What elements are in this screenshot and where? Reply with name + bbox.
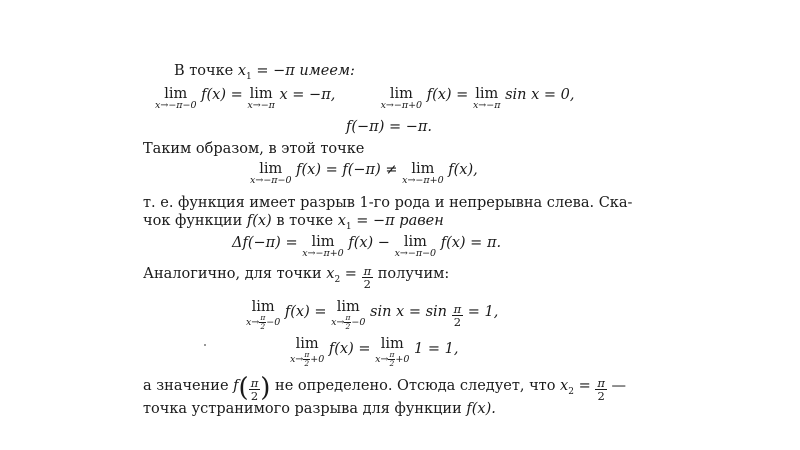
equation-fragment: = xyxy=(578,378,591,394)
text-thus-at-this-point xyxy=(143,140,364,158)
equation-fragment: f(−π) = −π. xyxy=(346,119,433,135)
equation-fragment: = −π имеем: xyxy=(251,63,355,79)
equation-fragment: x = −π, xyxy=(279,87,336,103)
text-removable-discontinuity xyxy=(143,400,496,418)
equation-limit-left-pi-half xyxy=(246,300,498,331)
equation-fragment: Δf(−π) = xyxy=(232,235,298,251)
text-fragment: чок функции xyxy=(143,213,243,229)
text-fragment: в точке xyxy=(276,213,334,229)
right-paren: ) xyxy=(260,373,271,403)
equation-fragment: f(x) xyxy=(246,213,272,229)
limit-operator: lim x→−π−0 xyxy=(155,86,197,111)
equation-fragment: f xyxy=(233,378,239,394)
equation-fragment: f(x), xyxy=(448,162,478,178)
limit-operator: lim x→ $\frac{\pi}{2}+0$ xyxy=(375,336,410,368)
var-x: $x_2$ xyxy=(560,378,574,397)
equation-fragment: f(x) = π. xyxy=(440,235,502,251)
equation-fragment: sin x = sin xyxy=(370,304,448,320)
fraction-pi-over-2: $\frac{\pi}{2}$ xyxy=(597,376,605,403)
text-fragment: а значение xyxy=(143,378,229,394)
limit-operator: lim x→−π+0 xyxy=(380,86,423,111)
fraction-pi-over-2: $\frac{\pi}{2}$ xyxy=(250,376,259,403)
equation-fragment: sin x = 0, xyxy=(505,87,575,103)
equation-fragment: = −π равен xyxy=(356,213,444,229)
text-fragment: Таким образом, в этой точке xyxy=(143,141,365,157)
limit-operator: lim x→−π+0 xyxy=(402,161,444,186)
equation-fragment: f(x) = xyxy=(328,341,371,357)
equation-fragment: f(x) = f(−π) ≠ xyxy=(296,162,398,178)
equation-fragment: f(x) = xyxy=(284,304,327,320)
equation-discontinuity xyxy=(250,161,478,186)
equation-jump-value xyxy=(232,234,501,259)
equation-fragment: = 1, xyxy=(467,304,499,320)
limit-operator: lim x→ $\frac{\pi}{2}-0$ xyxy=(331,299,366,331)
text-fragment: Аналогично, для точки xyxy=(143,266,322,282)
text-fragment: т. е. функция имеет разрыв 1-го рода и непрерывна слева. Ска- xyxy=(143,195,633,211)
equation-fragment: f(x) − xyxy=(348,235,390,251)
var-x: $x_2$ xyxy=(326,266,341,285)
speck xyxy=(204,344,206,346)
equation-fragment: 1 = 1, xyxy=(414,341,459,357)
limit-operator: lim x→−π−0 xyxy=(394,234,437,259)
text-similarly-for-x2 xyxy=(143,265,449,290)
limit-operator: lim x→ $\frac{\pi}{2}-0$ xyxy=(246,299,281,331)
var-x: $x_1$ xyxy=(237,63,252,82)
equation-fragment: = xyxy=(344,266,357,282)
equation-fragment: f(x). xyxy=(466,401,496,417)
equation-limit-right-pi-half xyxy=(290,337,458,368)
equation-fragment: f(x) = xyxy=(426,87,469,103)
fraction-pi-over-2: $\frac{\pi}{2}$ xyxy=(363,264,372,291)
text-fragment: не определено. Отсюда следует, что xyxy=(275,378,556,394)
limit-operator: lim x→−π−0 xyxy=(250,161,292,186)
text-first-kind-discontinuity xyxy=(143,194,632,212)
left-paren: ( xyxy=(238,373,249,403)
equation-f-minus-pi xyxy=(346,118,432,136)
equation-fragment: f(x) = xyxy=(201,87,243,103)
limit-operator: lim x→−π+0 xyxy=(302,234,344,259)
text-fragment: В точке xyxy=(174,63,234,79)
text-jump-of-function xyxy=(143,212,444,236)
var-x: $x_1$ xyxy=(337,213,352,232)
text-fragment: получим: xyxy=(377,266,450,282)
limit-operator: lim x→−π xyxy=(247,86,275,111)
equation-limits-at-minus-pi xyxy=(155,86,575,111)
line-intro-point-x1 xyxy=(174,62,355,86)
limit-operator: lim x→ $\frac{\pi}{2}+0$ xyxy=(290,336,325,368)
fraction-pi-over-2: $\frac{\pi}{2}$ xyxy=(453,302,462,329)
text-fragment: точка устранимого разрыва для функции xyxy=(143,401,462,417)
limit-operator: lim x→−π xyxy=(472,86,501,111)
text-value-not-defined xyxy=(143,373,627,403)
text-fragment: — xyxy=(611,378,627,394)
